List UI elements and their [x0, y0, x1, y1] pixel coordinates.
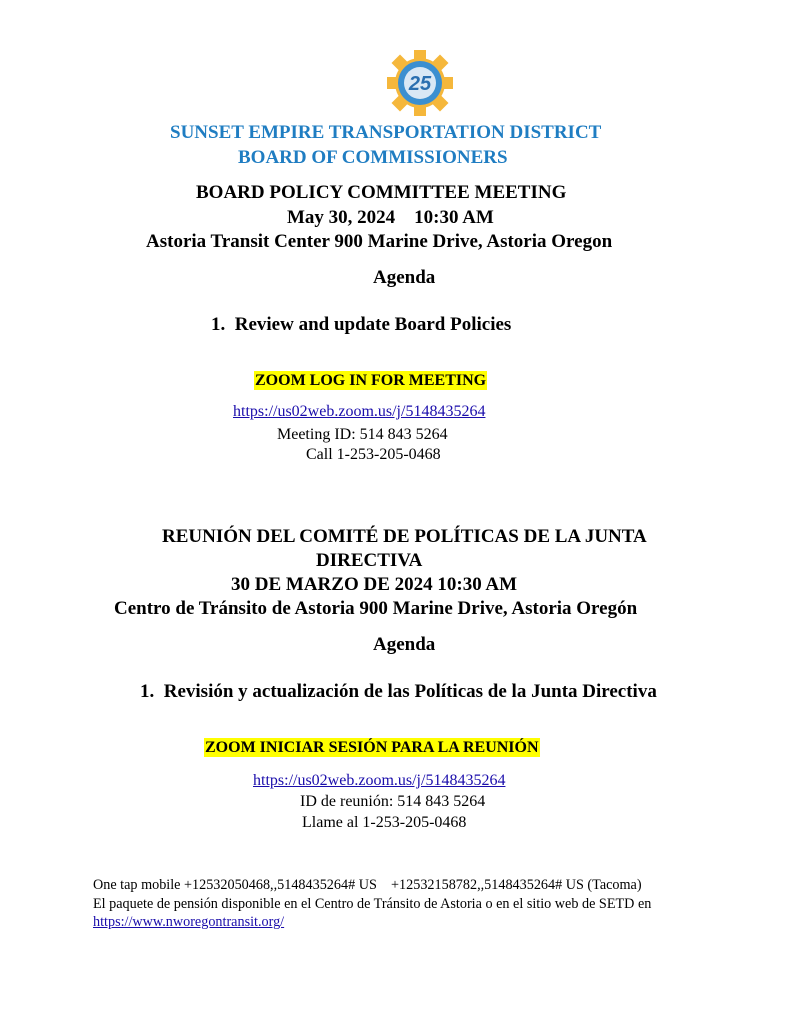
spanish-meeting-id: ID de reunión: 514 843 5264: [300, 793, 486, 810]
agenda-item: 1. Review and update Board Policies: [211, 314, 512, 335]
spanish-title-line1: REUNIÓN DEL COMITÉ DE POLÍTICAS DE LA JUNTA: [162, 526, 647, 547]
website-link[interactable]: https://www.nworegontransit.org/: [93, 914, 285, 930]
spanish-datetime: 30 DE MARZO DE 2024 10:30 AM: [231, 574, 518, 595]
spanish-call-number: Llame al 1-253-205-0468: [302, 814, 467, 831]
spanish-agenda-item: 1. Revisión y actualización de las Políticas de la Junta Directiva: [140, 681, 657, 702]
agenda-heading: Agenda: [373, 267, 436, 288]
meeting-location: Astoria Transit Center 900 Marine Drive, Astoria Oregon: [146, 231, 613, 252]
spanish-location: Centro de Tránsito de Astoria 900 Marine Drive, Astoria Oregón: [114, 598, 638, 619]
call-number: Call 1-253-205-0468: [306, 446, 441, 463]
one-tap-mobile: One tap mobile +12532050468,,5148435264# US +12532158782,,5148435264# US (Tacoma): [93, 877, 642, 893]
meeting-datetime: May 30, 2024 10:30 AM: [287, 207, 494, 228]
zoom-heading: ZOOM LOG IN FOR MEETING: [255, 372, 487, 389]
spanish-zoom-heading: ZOOM INICIAR SESIÓN PARA LA REUNIÓN: [205, 739, 539, 756]
svg-text:25: 25: [408, 73, 432, 95]
packet-note: El paquete de pensión disponible en el Centro de Tránsito de Astoria o en el sitio web de SETD en: [93, 896, 652, 912]
meeting-title: BOARD POLICY COMMITTEE MEETING: [196, 182, 567, 203]
district-logo: [386, 48, 454, 118]
meeting-id: Meeting ID: 514 843 5264: [277, 426, 448, 443]
spanish-agenda-heading: Agenda: [373, 634, 436, 655]
org-name: SUNSET EMPIRE TRANSPORTATION DISTRICT: [170, 122, 602, 143]
zoom-link[interactable]: https://us02web.zoom.us/j/5148435264: [233, 403, 486, 420]
spanish-zoom-link[interactable]: https://us02web.zoom.us/j/5148435264: [253, 772, 506, 789]
spanish-title-line2: DIRECTIVA: [316, 550, 423, 571]
board-name: BOARD OF COMMISSIONERS: [238, 147, 508, 168]
